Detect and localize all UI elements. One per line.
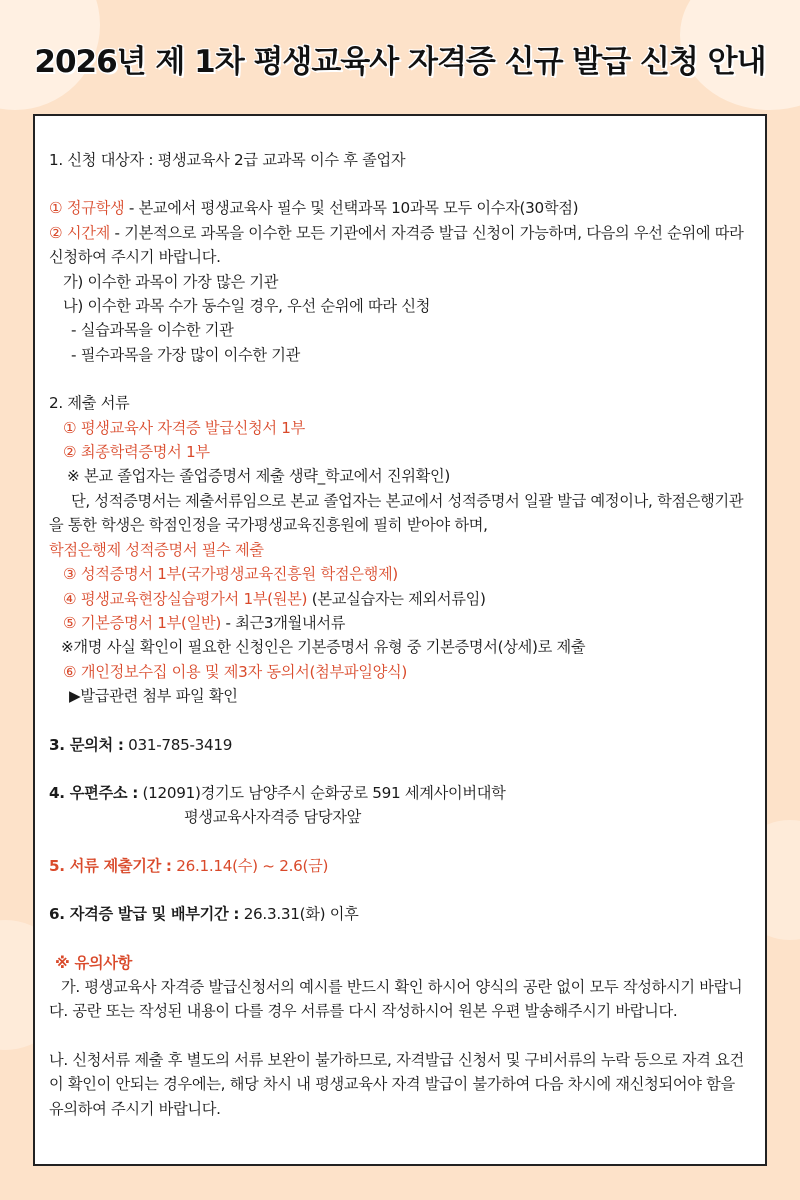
section4-address bbox=[49, 781, 751, 805]
section5-period bbox=[49, 854, 751, 878]
doc-note-2: 단, 성적증명서는 제출서류임으로 본교 졸업자는 본교에서 성적증명서 일괄 발급 예정이나, 학점은행기관을 통한 학생은 학점인정을 국가평생교육진흥원에 필히 받아야 하며, bbox=[49, 491, 744, 535]
notice-panel bbox=[33, 114, 767, 1166]
item2-text: - 기본적으로 과목을 이수한 모든 기관에서 자격증 발급 신청이 가능하며, 다음의 우선 순위에 따라 신청하여 주시기 바랍니다. bbox=[49, 223, 744, 267]
sub-dash-1: - 실습과목을 이수한 기관 bbox=[71, 321, 234, 340]
item1-label: ① 정규학생 bbox=[49, 199, 125, 218]
section1-item2 bbox=[49, 221, 751, 270]
section2-heading: 2. 제출 서류 bbox=[49, 394, 130, 413]
item2-label: ② 시간제 bbox=[49, 223, 110, 242]
notice-item-ga: 가. 평생교육사 자격증 발급신청서의 예시를 반드시 확인 하시어 양식의 공란 없이 모두 작성하시기 바랍니다. 공란 또는 작성된 내용이 다를 경우 서류를 다시 작성하시어 원본 우편 발송해주시기 바랍니다. bbox=[49, 977, 743, 1021]
doc-item-6: ⑥ 개인정보수집 이용 및 제3자 동의서(첨부파일양식) bbox=[63, 662, 407, 681]
section1-item1 bbox=[49, 196, 751, 220]
doc-note-3: ※개명 사실 확인이 필요한 신청인은 기본증명서 유형 중 기본증명서(상세)로 제출 bbox=[61, 638, 586, 657]
section3-contact bbox=[49, 733, 751, 757]
sub-item-na: 나) 이수한 과목 수가 동수일 경우, 우선 순위에 따라 신청 bbox=[63, 297, 431, 316]
section5-heading: 5. 서류 제출기간 : bbox=[49, 856, 172, 875]
section6-heading: 6. 자격증 발급 및 배부기간 : bbox=[49, 905, 240, 924]
doc-item-5 bbox=[49, 611, 751, 635]
doc4-suffix: (본교실습자는 제외서류임) bbox=[307, 589, 486, 608]
section4-heading: 4. 우편주소 : bbox=[49, 783, 138, 802]
doc5-label: ⑤ 기본증명서 1부(일반) bbox=[63, 613, 221, 632]
item1-text: - 본교에서 평생교육사 필수 및 선택과목 10과목 모두 이수자(30학점) bbox=[124, 199, 579, 218]
attachment-link[interactable]: ▶발급관련 첨부 파일 확인 bbox=[69, 687, 238, 706]
doc-item-1: ① 평생교육사 자격증 발급신청서 1부 bbox=[63, 418, 305, 437]
doc4-label: ④ 평생교육현장실습평가서 1부(원본) bbox=[63, 589, 308, 608]
doc-note-1: ※ 본교 졸업자는 졸업증명서 제출 생략_학교에서 진위확인) bbox=[67, 467, 451, 486]
address-line-2: 평생교육사자격증 담당자앞 bbox=[184, 808, 361, 827]
notice-heading: ※ 유의사항 bbox=[55, 953, 132, 972]
contact-phone: 031-785-3419 bbox=[123, 735, 233, 754]
sub-item-ga: 가) 이수한 과목이 가장 많은 기관 bbox=[63, 272, 279, 291]
section1-heading: 1. 신청 대상자 : 평생교육사 2급 교과목 이수 후 졸업자 bbox=[49, 151, 406, 169]
page-title: 2026년 제 1차 평생교육사 자격증 신규 발급 신청 안내 bbox=[34, 44, 766, 80]
doc-note-2-red: 학점은행제 성적증명서 필수 제출 bbox=[49, 540, 264, 559]
notice-item-na: 나. 신청서류 제출 후 별도의 서류 보완이 불가하므로, 자격발급 신청서 및 구비서류의 누락 등으로 자격 요건이 확인이 안되는 경우에는, 해당 차시 내 평생교육사 자격 발급이 불가하여 다음 차시에 재신청되어야 함을 유의하여 주시기 바랍니다. bbox=[49, 1050, 744, 1118]
submission-period: 26.1.14(수) ~ 2.6(금) bbox=[171, 856, 329, 875]
section6-period bbox=[49, 902, 751, 926]
doc-item-4 bbox=[49, 587, 751, 611]
address-line-1: (12091)경기도 남양주시 순화궁로 591 세계사이버대학 bbox=[137, 783, 506, 802]
issue-period: 26.3.31(화) 이후 bbox=[239, 905, 359, 924]
section3-heading: 3. 문의처 : bbox=[49, 735, 124, 754]
doc5-suffix: - 최근3개월내서류 bbox=[220, 613, 346, 632]
doc-item-2: ② 최종학력증명서 1부 bbox=[63, 443, 210, 462]
sub-dash-2: - 필수과목을 가장 많이 이수한 기관 bbox=[71, 345, 301, 364]
doc-item-3: ③ 성적증명서 1부(국가평생교육진흥원 학점은행제) bbox=[63, 565, 398, 584]
